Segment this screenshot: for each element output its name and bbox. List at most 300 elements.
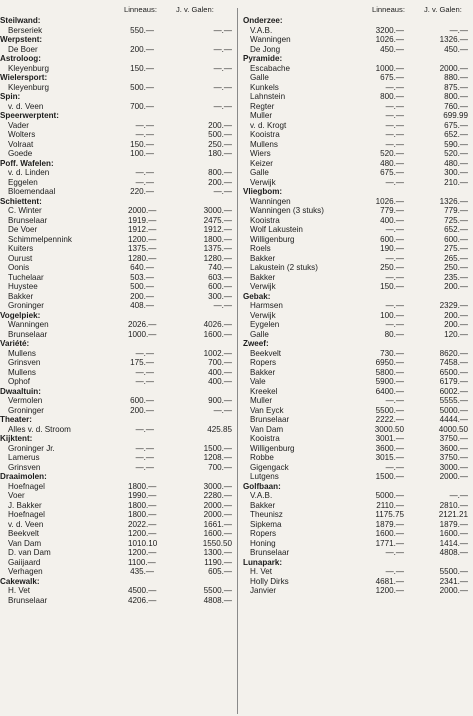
entry-row [240,377,473,387]
entry-row [0,377,236,387]
entry-name: Wanningen [250,196,291,206]
linnaeus-value: 600.— [380,234,404,244]
linnaeus-value: 6950.— [375,358,404,367]
entry-row [0,140,236,150]
left-rows [0,16,236,605]
entry-row [0,263,236,273]
linnaeus-value: 1800.— [128,481,157,491]
category-row [240,339,473,349]
galen-value: 265.— [444,253,468,263]
galen-value: 4808.— [203,595,232,605]
entry-name: Kleyenburg [8,63,49,73]
galen-value: 6179.— [439,377,468,386]
entry-name: Groninger [8,301,44,310]
galen-value: —.— [213,101,232,111]
entry-name: Lutgens [250,472,279,481]
linnaeus-value: 1026.— [375,35,404,44]
category-row [0,387,236,397]
entry-row [0,244,236,254]
linnaeus-value: —.— [385,177,404,187]
linnaeus-value: —.— [385,111,404,120]
entry-name: V.A.B. [250,491,273,500]
entry-row [240,64,473,74]
category-row [240,187,473,197]
galen-value: 2329.— [439,301,468,310]
linnaeus-value: 4681.— [375,576,404,586]
entry-name: Willigenburg [250,234,295,244]
linnaeus-value: 200.— [130,291,154,301]
linnaeus-value: —.— [135,453,154,462]
entry-name: H. Vet [250,567,273,576]
entry-name: Berseriek [8,25,43,35]
entry-row [240,121,473,131]
entry-name: Van Eyck [250,405,284,415]
entry-name: Ropers [250,358,277,367]
entry-name: Galle [250,73,269,82]
entry-row [0,130,236,140]
entry-name: Verwijk [250,310,276,320]
entry-name: v. d. Linden [8,168,50,177]
entry-name: Tuchelaar [8,272,44,282]
entry-name: H. Vet [8,586,31,595]
galen-value: 200.— [444,282,468,291]
galen-value: 3000.— [439,462,468,472]
entry-row [0,26,236,36]
entry-row [240,320,473,330]
entry-row [240,197,473,207]
galen-value: —.— [213,44,232,54]
category-row [0,197,236,207]
entry-row [240,225,473,235]
galen-value: 5500.— [203,586,232,595]
galen-value: 2341.— [439,576,468,586]
entry-name: Lamerus [8,453,40,462]
galen-value: 400.— [208,377,232,386]
entry-name: Lahnstein [250,92,286,101]
linnaeus-value: 779.— [380,206,404,215]
galen-value: 699.99 [443,111,468,120]
entry-row [0,225,236,235]
galen-value: 180.— [208,149,232,158]
linnaeus-value: 730.— [380,348,404,358]
linnaeus-value: 1200.— [128,529,157,538]
galen-value: 5500.— [439,567,468,576]
galen-value: 3000.— [203,206,232,215]
galen-value: 300.— [444,168,468,177]
galen-value: 5000.— [439,405,468,415]
column-divider [237,8,238,714]
galen-value: 600.— [444,234,468,244]
entry-name: Eggelen [8,177,38,187]
entry-row [0,301,236,311]
left-column-header [0,0,236,16]
galen-value: 652.— [444,130,468,139]
entry-row [240,130,473,140]
entry-row [240,168,473,178]
linnaeus-value: 175.— [130,358,154,367]
entry-row [0,121,236,131]
entry-row [240,149,473,159]
linnaeus-value: —.— [385,301,404,310]
linnaeus-value: 1912.— [128,225,157,234]
entry-name: Ophof [8,377,31,386]
entry-name: Gaiijaard [8,557,41,567]
right-column [240,0,473,596]
linnaeus-value: 1800.— [128,510,157,519]
entry-name: Voer [8,491,25,500]
linnaeus-value: —.— [385,253,404,263]
entry-name: Wolf Lakustein [250,225,303,234]
category-title: Kijktent: [0,434,33,443]
category-title: Golfbaan: [243,481,281,491]
entry-row [240,396,473,406]
entry-row [0,529,236,539]
linnaeus-value: 3001.— [375,434,404,443]
entry-name: Brunselaar [250,548,290,557]
entry-row [0,548,236,558]
linnaeus-value: —.— [135,348,154,358]
entry-name: Robbe [250,453,274,462]
galen-value: 900.— [208,396,232,405]
entry-name: C. Winter [8,206,42,215]
entry-name: Mullens [8,367,36,377]
entry-row [0,520,236,530]
category-title: Wielersport: [0,73,48,82]
entry-row [0,178,236,188]
galen-value: 1280.— [203,253,232,263]
linnaeus-value: 5900.— [375,377,404,386]
galen-value: 675.— [444,120,468,130]
entry-row [0,216,236,226]
galen-value: 5555.— [439,396,468,405]
entry-row [0,558,236,568]
entry-row [240,83,473,93]
entry-row [240,102,473,112]
linnaeus-value: 435.— [130,567,154,576]
galen-value: 1879.— [439,519,468,529]
header-linnaeus: Linneaus: [372,5,405,14]
entry-row [240,235,473,245]
galen-value: —.— [449,491,468,500]
galen-value: 1550.50 [202,538,232,548]
linnaeus-value: 200.— [130,405,154,415]
galen-value: 2121.21 [438,510,468,519]
entry-name: Goede [8,149,33,158]
category-title: Pyramide: [243,54,283,63]
category-row [0,92,236,102]
linnaeus-value: 1010.10 [128,538,158,548]
galen-value: 760.— [444,101,468,111]
galen-value: 425.85 [207,424,232,434]
entry-name: Muller [250,111,273,120]
entry-row [0,254,236,264]
linnaeus-value: —.— [385,396,404,405]
entry-name: Mullens [8,348,36,358]
entry-row [240,444,473,454]
linnaeus-value: —.— [385,320,404,329]
galen-value: 603.— [208,272,232,282]
linnaeus-value: 400.— [380,215,404,225]
linnaeus-value: 1000.— [375,63,404,73]
linnaeus-value: 1600.— [375,529,404,538]
galen-value: 6002.— [439,386,468,396]
entry-row [240,26,473,36]
galen-value: 4808.— [439,548,468,557]
left-column [0,0,236,605]
entry-row [0,187,236,197]
galen-value: 2810.— [439,500,468,510]
entry-name: Keizer [250,158,273,168]
linnaeus-value: 450.— [380,44,404,54]
galen-value: 1190.— [204,557,232,567]
galen-value: —.— [213,25,232,35]
linnaeus-value: 800.— [380,92,404,101]
entry-row [240,368,473,378]
entry-row [0,206,236,216]
category-title: Zweef: [243,339,269,348]
linnaeus-value: 500.— [130,282,154,291]
galen-value: —.— [213,82,232,92]
galen-value: 740.— [208,263,232,272]
entry-row [0,282,236,292]
entry-row [240,349,473,359]
galen-value: 275.— [444,244,468,253]
galen-value: 2000.— [203,500,232,510]
entry-row [0,463,236,473]
linnaeus-value: 1100.— [128,557,156,567]
right-rows [240,16,473,596]
category-title: Poff. Wafelen: [0,158,54,168]
entry-name: Galle [250,168,269,177]
entry-name: Theunisz [250,510,283,519]
linnaeus-value: 4500.— [128,586,157,595]
entry-name: Wanningen (3 stuks) [250,206,324,215]
entry-name: Bloemendaal [8,187,56,196]
entry-row [240,178,473,188]
galen-value: 652.— [444,225,468,234]
entry-row [240,567,473,577]
category-row [0,73,236,83]
category-row [240,482,473,492]
linnaeus-value: 700.— [130,101,154,111]
category-title: Vliegbom: [243,187,283,196]
galen-value: —.— [213,301,232,310]
linnaeus-value: 220.— [130,187,154,196]
entry-name: Van Dam [8,538,42,548]
linnaeus-value: 2026.— [128,320,157,329]
category-title: Draaimolen: [0,472,47,481]
entry-row [240,406,473,416]
entry-name: Roels [250,244,271,253]
entry-name: Kunkels [250,82,279,92]
entry-row [240,491,473,501]
entry-name: Schimmelpennink [8,234,72,244]
entry-name: Kreekel [250,386,278,396]
entry-name: Bakker [250,500,276,510]
galen-value: —.— [213,405,232,415]
entry-row [0,349,236,359]
category-title: Theater: [0,415,32,424]
linnaeus-value: 250.— [380,263,404,272]
entry-name: Verhagen [8,567,43,576]
entry-name: Kuiters [8,244,34,253]
linnaeus-value: 640.— [130,263,154,272]
galen-value: 800.— [444,92,468,101]
galen-value: 3750.— [439,453,468,462]
category-title: Spin: [0,92,21,101]
entry-row [240,35,473,45]
category-row [0,339,236,349]
entry-row [240,282,473,292]
linnaeus-value: 190.— [380,244,404,253]
entry-row [240,244,473,254]
galen-value: 250.— [444,263,468,272]
galen-value: 4000.50 [438,424,468,434]
header-galen: J. v. Galen: [176,5,214,14]
entry-name: De Boer [8,44,38,54]
entry-name: De Jong [250,44,281,54]
galen-value: 1800.— [203,234,232,244]
galen-value: 779.— [444,206,468,215]
category-title: Steilwand: [0,16,41,25]
category-row [240,292,473,302]
category-title: Lunapark: [243,557,283,567]
entry-name: V.A.B. [250,25,273,35]
entry-name: Hoefnagel [8,481,45,491]
linnaeus-value: 150.— [130,139,154,149]
category-row [0,434,236,444]
linnaeus-value: —.— [385,82,404,92]
entry-row [0,45,236,55]
entry-name: Verwijk [250,282,276,291]
entry-name: Lakustein (2 stuks) [250,263,318,272]
entry-name: Kooistra [250,215,280,225]
linnaeus-value: —.— [135,443,154,453]
entry-name: Harmsen [250,301,283,310]
linnaeus-value: 480.— [380,158,404,168]
category-title: Gebak: [243,291,271,301]
entry-row [0,510,236,520]
galen-value: 3600.— [439,443,468,453]
linnaeus-value: 2222.— [375,415,404,424]
entry-row [240,273,473,283]
galen-value: 7458.— [439,358,468,367]
entry-name: Beekvelt [250,348,282,358]
entry-name: Verwijk [250,177,276,187]
galen-value: 2000.— [439,63,468,73]
entry-row [0,482,236,492]
entry-row [240,140,473,150]
linnaeus-value: 2022.— [128,519,157,529]
entry-row [240,206,473,216]
linnaeus-value: 1200.— [375,586,404,595]
entry-row [0,586,236,596]
galen-value: 600.— [208,282,232,291]
entry-name: Kooistra [250,434,280,443]
entry-row [0,368,236,378]
linnaeus-value: 6400.— [375,386,404,396]
entry-name: Wanningen [8,320,49,329]
linnaeus-value: 675.— [380,73,404,82]
category-row [0,472,236,482]
entry-name: Bakker [8,291,34,301]
galen-value: 200.— [444,310,468,320]
galen-value: 210.— [444,177,468,187]
entry-row [0,64,236,74]
category-row [0,111,236,121]
linnaeus-value: 150.— [130,63,154,73]
galen-value: 1414.— [439,538,468,548]
linnaeus-value: —.— [135,367,154,377]
entry-name: v. d. Veen [8,519,44,529]
entry-row [240,216,473,226]
linnaeus-value: 2110.— [376,500,404,510]
entry-name: Janvier [250,586,277,595]
linnaeus-value: —.— [135,168,154,177]
linnaeus-value: 150.— [380,282,404,291]
category-title: Onderzee: [243,16,283,25]
entry-row [240,311,473,321]
entry-row [0,330,236,340]
galen-value: 250.— [208,139,232,149]
galen-value: 725.— [444,215,468,225]
entry-name: Kleyenburg [8,82,49,92]
galen-value: 480.— [444,158,468,168]
linnaeus-value: 5500.— [375,405,404,415]
entry-name: Ropers [250,529,277,538]
entry-name: Vader [8,120,29,130]
galen-value: 2000.— [439,586,468,595]
entry-name: Brunselaar [250,415,290,424]
linnaeus-value: —.— [385,548,404,557]
linnaeus-value: 80.— [384,329,404,339]
entry-row [0,320,236,330]
entry-name: D. van Dam [8,548,51,557]
entry-name: Van Dam [250,424,284,434]
entry-name: Hoefnagel [8,510,45,519]
category-title: Astroloog: [0,54,41,63]
entry-row [240,301,473,311]
galen-value: 1600.— [203,329,232,339]
linnaeus-value: 3000.50 [374,424,404,434]
galen-value: —.— [213,63,232,73]
entry-row [240,330,473,340]
category-title: Speerwerptent: [0,111,59,120]
entry-name: Vale [250,377,266,386]
category-row [240,54,473,64]
entry-row [0,406,236,416]
galen-value: 500.— [208,130,232,139]
category-title: Dwaaltuin: [0,386,41,396]
galen-value: 700.— [208,462,232,472]
linnaeus-value: 1175.75 [375,510,404,519]
category-row [240,558,473,568]
linnaeus-value: —.— [135,120,154,130]
linnaeus-value: —.— [385,139,404,149]
entry-row [240,529,473,539]
galen-value: 1661.— [203,519,232,529]
galen-value: 1002.— [203,348,232,358]
linnaeus-value: 100.— [130,149,154,158]
linnaeus-value: 1000.— [128,329,157,339]
galen-value: 4444.— [439,415,468,424]
galen-value: 1600.— [203,529,232,538]
linnaeus-value: 503.— [130,272,154,282]
entry-row [0,396,236,406]
category-title: Cakewalk: [0,576,40,586]
category-row [0,311,236,321]
entry-name: Kooistra [250,130,280,139]
